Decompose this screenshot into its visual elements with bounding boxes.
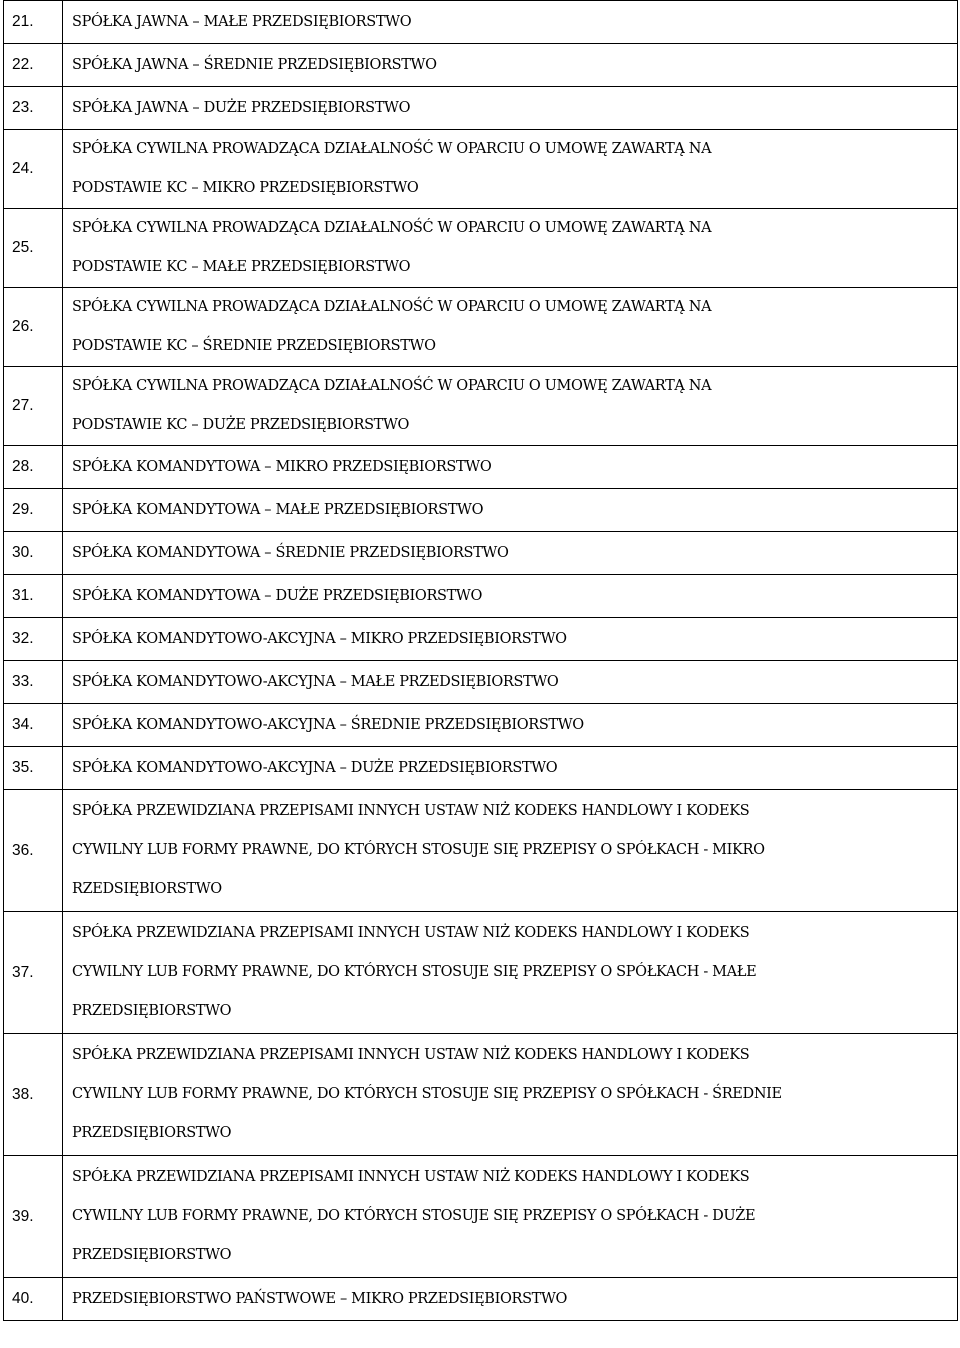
row-description-line: SPÓŁKA PRZEWIDZIANA PRZEPISAMI INNYCH USTAW NIŻ KODEKS HANDLOWY I KODEKS xyxy=(72,1169,750,1185)
row-number: 28. xyxy=(4,446,63,489)
row-number: 39. xyxy=(4,1156,63,1278)
row-description-line: RZEDSIĘBIORSTWO xyxy=(72,881,222,897)
row-description xyxy=(63,489,958,532)
row-description-line: SPÓŁKA KOMANDYTOWO-AKCYJNA – ŚREDNIE PRZEDSIĘBIORSTWO xyxy=(72,716,584,733)
row-description xyxy=(63,87,958,130)
row-description xyxy=(63,532,958,575)
table-row xyxy=(4,367,958,446)
row-description xyxy=(63,790,958,912)
row-description-line: SPÓŁKA KOMANDYTOWA – ŚREDNIE PRZEDSIĘBIORSTWO xyxy=(72,544,509,561)
row-description-line: SPÓŁKA KOMANDYTOWO-AKCYJNA – MIKRO PRZEDSIĘBIORSTWO xyxy=(72,630,567,647)
row-description xyxy=(63,618,958,661)
row-number: 21. xyxy=(4,1,63,44)
row-description xyxy=(63,209,958,288)
table-row xyxy=(4,1034,958,1156)
table-row xyxy=(4,704,958,747)
row-number: 40. xyxy=(4,1278,63,1321)
table-row xyxy=(4,661,958,704)
row-description xyxy=(63,912,958,1034)
row-description-line: SPÓŁKA JAWNA – MAŁE PRZEDSIĘBIORSTWO xyxy=(72,13,412,30)
entity-type-table xyxy=(3,0,958,1321)
row-description xyxy=(63,747,958,790)
row-description xyxy=(63,130,958,209)
row-number: 27. xyxy=(4,367,63,446)
row-description-line: CYWILNY LUB FORMY PRAWNE, DO KTÓRYCH STOSUJE SIĘ PRZEPISY O SPÓŁKACH - DUŻE xyxy=(72,1208,756,1224)
row-description xyxy=(63,446,958,489)
row-description-line: PRZEDSIĘBIORSTWO xyxy=(72,1003,232,1019)
table-row xyxy=(4,288,958,367)
row-number: 24. xyxy=(4,130,63,209)
row-description-line: SPÓŁKA PRZEWIDZIANA PRZEPISAMI INNYCH USTAW NIŻ KODEKS HANDLOWY I KODEKS xyxy=(72,925,750,941)
row-number: 22. xyxy=(4,44,63,87)
table-row xyxy=(4,1278,958,1321)
row-number: 37. xyxy=(4,912,63,1034)
row-description-line: SPÓŁKA CYWILNA PROWADZĄCA DZIAŁALNOŚĆ W OPARCIU O UMOWĘ ZAWARTĄ NA xyxy=(72,220,712,236)
row-description-line: PODSTAWIE KC – MIKRO PRZEDSIĘBIORSTWO xyxy=(72,180,419,196)
table-row xyxy=(4,790,958,912)
row-description xyxy=(63,288,958,367)
row-number: 33. xyxy=(4,661,63,704)
table-row xyxy=(4,44,958,87)
table-row xyxy=(4,130,958,209)
row-description-line: SPÓŁKA KOMANDYTOWA – MAŁE PRZEDSIĘBIORSTWO xyxy=(72,501,484,518)
row-number: 31. xyxy=(4,575,63,618)
table-row xyxy=(4,912,958,1034)
row-description-line: SPÓŁKA JAWNA – DUŻE PRZEDSIĘBIORSTWO xyxy=(72,99,411,116)
row-description-line: SPÓŁKA CYWILNA PROWADZĄCA DZIAŁALNOŚĆ W OPARCIU O UMOWĘ ZAWARTĄ NA xyxy=(72,299,712,315)
row-description xyxy=(63,1034,958,1156)
table-row xyxy=(4,1156,958,1278)
table-row xyxy=(4,532,958,575)
row-description-line: SPÓŁKA JAWNA – ŚREDNIE PRZEDSIĘBIORSTWO xyxy=(72,56,437,73)
row-description-line: SPÓŁKA PRZEWIDZIANA PRZEPISAMI INNYCH USTAW NIŻ KODEKS HANDLOWY I KODEKS xyxy=(72,1047,750,1063)
row-description-line: PODSTAWIE KC – ŚREDNIE PRZEDSIĘBIORSTWO xyxy=(72,338,436,354)
row-description-line: PRZEDSIĘBIORSTWO xyxy=(72,1125,232,1141)
row-description-line: SPÓŁKA KOMANDYTOWO-AKCYJNA – MAŁE PRZEDSIĘBIORSTWO xyxy=(72,673,559,690)
row-description xyxy=(63,367,958,446)
table-body xyxy=(4,1,958,1321)
row-number: 34. xyxy=(4,704,63,747)
row-description xyxy=(63,44,958,87)
row-number: 26. xyxy=(4,288,63,367)
row-description-line: PRZEDSIĘBIORSTWO xyxy=(72,1247,232,1263)
row-number: 32. xyxy=(4,618,63,661)
row-number: 35. xyxy=(4,747,63,790)
table-row xyxy=(4,489,958,532)
row-description-line: SPÓŁKA CYWILNA PROWADZĄCA DZIAŁALNOŚĆ W OPARCIU O UMOWĘ ZAWARTĄ NA xyxy=(72,141,712,157)
row-description-line: PODSTAWIE KC – MAŁE PRZEDSIĘBIORSTWO xyxy=(72,259,411,275)
row-description xyxy=(63,1,958,44)
table-row xyxy=(4,209,958,288)
row-description xyxy=(63,1156,958,1278)
row-description-line: SPÓŁKA CYWILNA PROWADZĄCA DZIAŁALNOŚĆ W OPARCIU O UMOWĘ ZAWARTĄ NA xyxy=(72,378,712,394)
row-description xyxy=(63,704,958,747)
row-number: 23. xyxy=(4,87,63,130)
row-number: 29. xyxy=(4,489,63,532)
row-description-line: PRZEDSIĘBIORSTWO PAŃSTWOWE – MIKRO PRZEDSIĘBIORSTWO xyxy=(72,1290,568,1307)
row-number: 38. xyxy=(4,1034,63,1156)
table-row xyxy=(4,87,958,130)
row-description-line: CYWILNY LUB FORMY PRAWNE, DO KTÓRYCH STOSUJE SIĘ PRZEPISY O SPÓŁKACH - MAŁE xyxy=(72,964,757,980)
row-description-line: CYWILNY LUB FORMY PRAWNE, DO KTÓRYCH STOSUJE SIĘ PRZEPISY O SPÓŁKACH - ŚREDNIE xyxy=(72,1086,782,1102)
row-number: 30. xyxy=(4,532,63,575)
row-description-line: SPÓŁKA KOMANDYTOWO-AKCYJNA – DUŻE PRZEDSIĘBIORSTWO xyxy=(72,759,558,776)
table-row xyxy=(4,446,958,489)
row-description-line: CYWILNY LUB FORMY PRAWNE, DO KTÓRYCH STOSUJE SIĘ PRZEPISY O SPÓŁKACH - MIKRO xyxy=(72,842,765,858)
row-description-line: SPÓŁKA KOMANDYTOWA – MIKRO PRZEDSIĘBIORSTWO xyxy=(72,458,492,475)
row-description-line: PODSTAWIE KC – DUŻE PRZEDSIĘBIORSTWO xyxy=(72,417,410,433)
table-row xyxy=(4,1,958,44)
table-row xyxy=(4,747,958,790)
row-description xyxy=(63,1278,958,1321)
table-row xyxy=(4,575,958,618)
row-description xyxy=(63,575,958,618)
row-number: 25. xyxy=(4,209,63,288)
row-description xyxy=(63,661,958,704)
row-description-line: SPÓŁKA PRZEWIDZIANA PRZEPISAMI INNYCH USTAW NIŻ KODEKS HANDLOWY I KODEKS xyxy=(72,803,750,819)
table-row xyxy=(4,618,958,661)
row-number: 36. xyxy=(4,790,63,912)
row-description-line: SPÓŁKA KOMANDYTOWA – DUŻE PRZEDSIĘBIORSTWO xyxy=(72,587,483,604)
